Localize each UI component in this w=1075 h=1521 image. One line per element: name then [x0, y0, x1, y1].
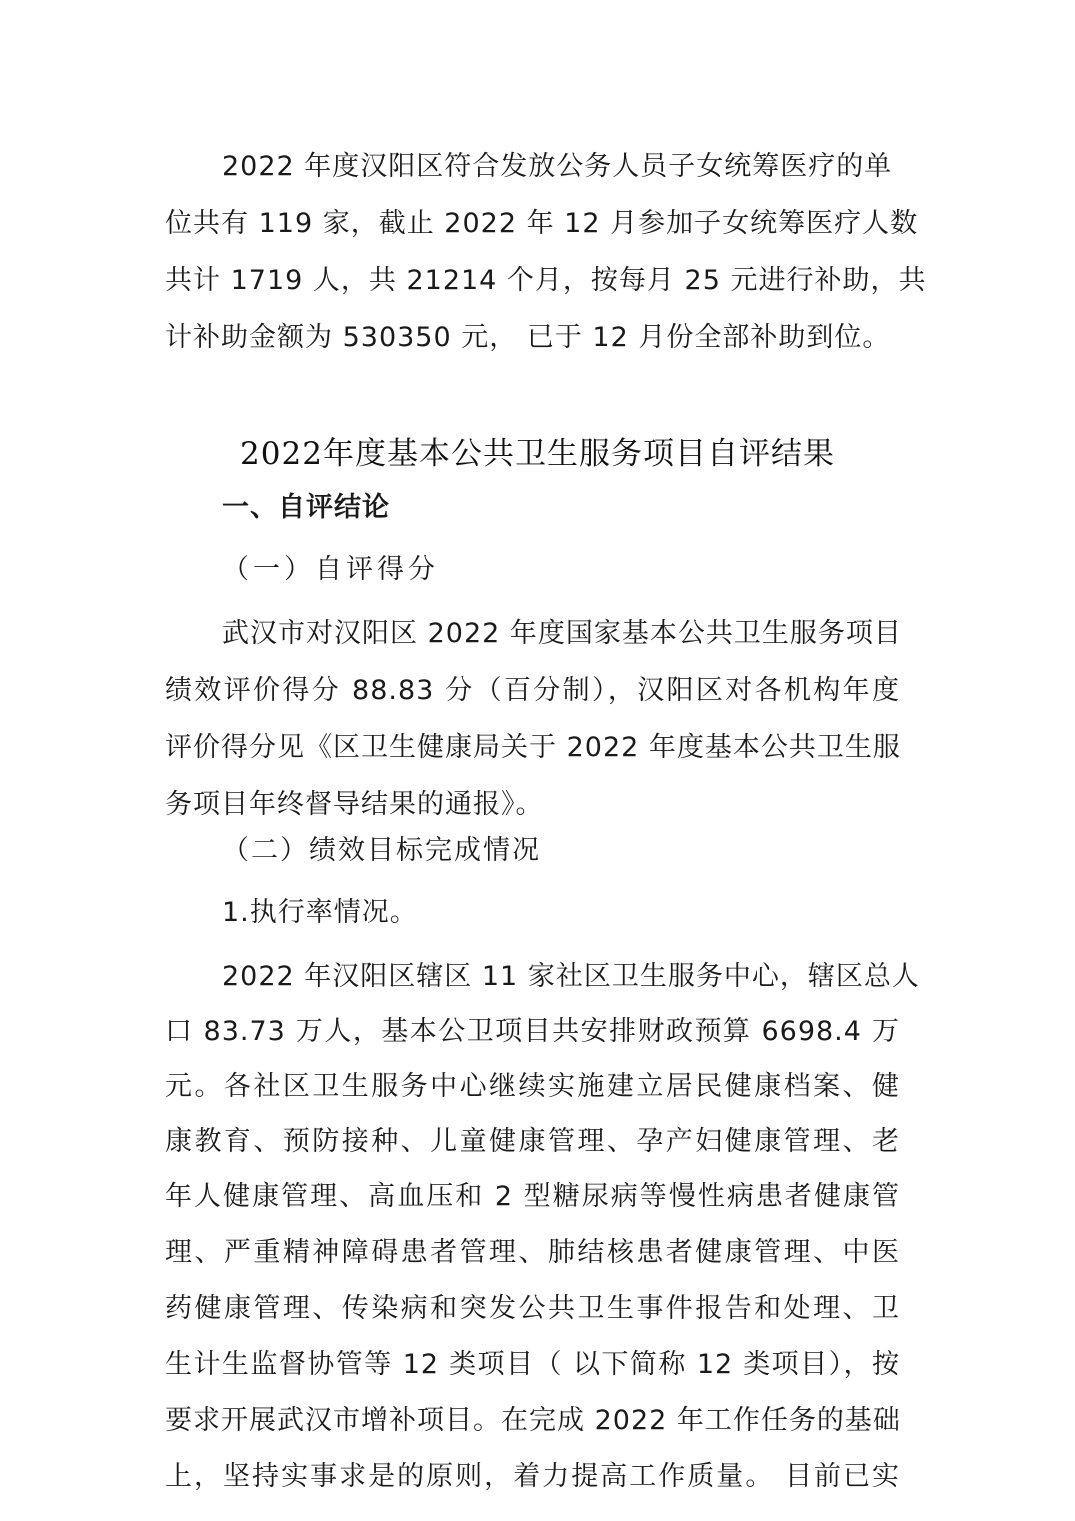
execution-line: 年人健康管理、高血压和 2 型糖尿病等慢性病患者健康管 [165, 1181, 900, 1212]
execution-line: 生计生监督协管等 12 类项目（ 以下简称 12 类项目），按 [165, 1349, 900, 1380]
subheading-score: （一）自评得分 [222, 554, 439, 585]
execution-line: 要求开展武汉市增补项目。在完成 2022 年工作任务的基础 [165, 1405, 901, 1436]
execution-line: 理、严重精神障碍患者管理、肺结核患者健康管理、中医 [165, 1237, 900, 1268]
intro-line: 位共有 119 家，截止 2022 年 12 月参加子女统筹医疗人数 [165, 208, 919, 239]
score-line: 评价得分见《区卫生健康局关于 2022 年度基本公共卫生服 [165, 732, 901, 763]
execution-line: 药健康管理、传染病和突发公共卫生事件报告和处理、卫 [165, 1293, 900, 1324]
score-line: 务项目年终督导结果的通报》。 [165, 789, 544, 820]
score-line: 武汉市对汉阳区 2022 年度国家基本公共卫生服务项目 [222, 618, 902, 649]
execution-line: 上，坚持实事求是的原则，着力提高工作质量。 目前已实 [165, 1461, 900, 1492]
intro-line: 2022 年度汉阳区符合发放公务人员子女统筹医疗的单 [222, 151, 893, 182]
score-line: 绩效评价得分 88.83 分（百分制），汉阳区对各机构年度 [165, 675, 900, 706]
execution-line: 2022 年汉阳区辖区 11 家社区卫生服务中心，辖区总人 [222, 961, 920, 992]
intro-line: 共计 1719 人，共 21214 个月，按每月 25 元进行补助，共 [165, 265, 927, 296]
section-title: 2022年度基本公共卫生服务项目自评结果 [240, 436, 835, 472]
subheading-performance: （二）绩效目标完成情况 [222, 835, 541, 866]
execution-line: 康教育、预防接种、儿童健康管理、孕产妇健康管理、老 [165, 1126, 900, 1157]
execution-line: 元。各社区卫生服务中心继续实施建立居民健康档案、健 [165, 1071, 900, 1102]
intro-line: 计补助金额为 530350 元， 已于 12 月份全部补助到位。 [165, 322, 891, 353]
item-execution-rate: 1.执行率情况。 [222, 897, 418, 928]
execution-line: 口 83.73 万人，基本公卫项目共安排财政预算 6698.4 万 [165, 1016, 900, 1047]
heading-conclusion: 一、自评结论 [222, 492, 390, 523]
